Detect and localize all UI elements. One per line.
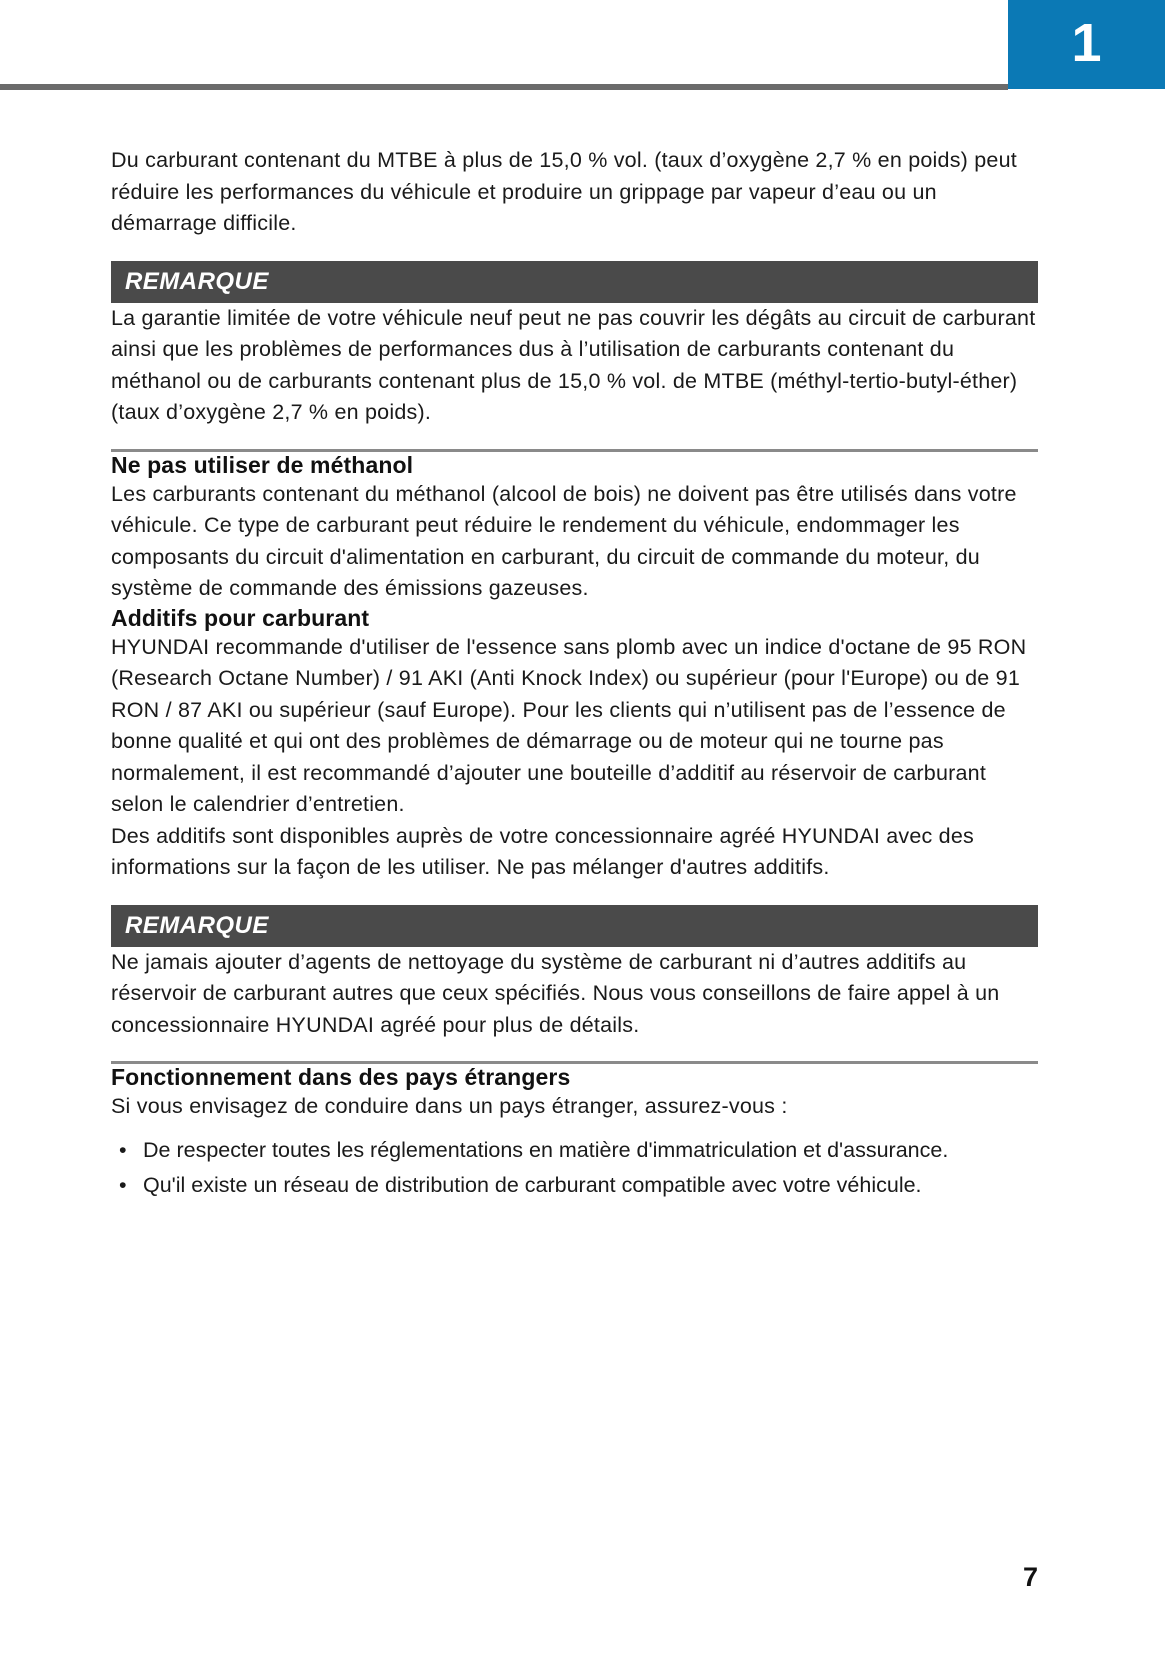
section-heading-methanol: Ne pas utiliser de méthanol bbox=[111, 451, 414, 478]
list-item-label: De respecter toutes les réglementations en matière d'immatriculation et d'assurance. bbox=[143, 1137, 949, 1162]
section-body-additives-2: Des additifs sont disponibles auprès de votre concessionnaire agréé HYUNDAI avec des informations sur la façon de les utiliser. Ne pas mélanger d'autres additifs. bbox=[111, 823, 974, 879]
notice-label-2: REMARQUE bbox=[125, 911, 269, 939]
page-number: 7 bbox=[1022, 1562, 1038, 1592]
list-item-label: Qu'il existe un réseau de distribution de carburant compatible avec votre véhicule. bbox=[143, 1173, 922, 1197]
notice-label-1: REMARQUE bbox=[125, 267, 269, 295]
list-item bbox=[111, 1170, 1038, 1202]
page-header bbox=[0, 0, 1165, 98]
bullet-point-icon: • bbox=[119, 1137, 127, 1162]
page-content bbox=[111, 98, 1038, 1206]
section-intro-foreign-countries: Si vous envisagez de conduire dans un pays étranger, assurez-vous : bbox=[111, 1094, 788, 1118]
notice-body-1: La garantie limitée de votre véhicule neuf peut ne pas couvrir les dégâts au circuit de carburant ainsi que les problèmes de performances dus à l’utilisation de carburants contenant du méthanol ou de carburants contenant plus de 15,0 % vol. de MTBE (méthyl-tertio-butyl-éther) (taux d’oxygène 2,7 % en poids). bbox=[111, 305, 1036, 424]
bullet-point-icon: • bbox=[119, 1173, 127, 1197]
notice-body-2: Ne jamais ajouter d’agents de nettoyage du système de carburant ni d’autres additifs au réservoir de carburant autres que ceux spécifiés. Nous vous conseillons de faire appel à un concessionnaire HYUNDAI agréé pour plus de détails. bbox=[111, 949, 1000, 1037]
section-heading-foreign-countries: Fonctionnement dans des pays étrangers bbox=[111, 1064, 571, 1090]
header-divider-rule bbox=[0, 84, 1008, 90]
lead-spacer bbox=[111, 98, 1038, 145]
intro-paragraph: Du carburant contenant du MTBE à plus de 15,0 % vol. (taux d’oxygène 2,7 % en poids) peut réduire les performances du véhicule et produire un grippage par vapeur d’eau ou un démarrage difficile. bbox=[111, 148, 1017, 235]
notice-banner-1 bbox=[111, 261, 1038, 303]
section-body-additives-1: HYUNDAI recommande d'utiliser de l'essence sans plomb avec un indice d'octane de 95 RON (Research Octane Number) / 91 AKI (Anti Knock Index) ou supérieur (pour l'Europe) ou de 91 RON / 87 AKI ou supérieur (sauf Europe). Pour les clients qui n’utilisent pas de l’essence de bonne qualité et qui ont des problèmes de démarrage ou de moteur qui ne tourne pas normalement, il est recommandé d’ajouter une bouteille d’additif au réservoir de carburant selon le calendrier d’entretien. bbox=[111, 634, 1027, 816]
foreign-countries-bullet-list bbox=[111, 1135, 1038, 1202]
chapter-number: 1 bbox=[1071, 12, 1102, 73]
section-body-methanol: Les carburants contenant du méthanol (alcool de bois) ne doivent pas être utilisés dans votre véhicule. Ce type de carburant peut réduire le rendement du véhicule, endommager les composants du circuit d'alimentation en carburant, du circuit de commande du moteur, du système de commande des émissions gazeuses. bbox=[111, 481, 1017, 600]
section-heading-additives: Additifs pour carburant bbox=[111, 604, 370, 631]
notice-banner-2 bbox=[111, 905, 1038, 947]
list-item bbox=[111, 1135, 1038, 1167]
chapter-tab bbox=[1008, 0, 1165, 89]
